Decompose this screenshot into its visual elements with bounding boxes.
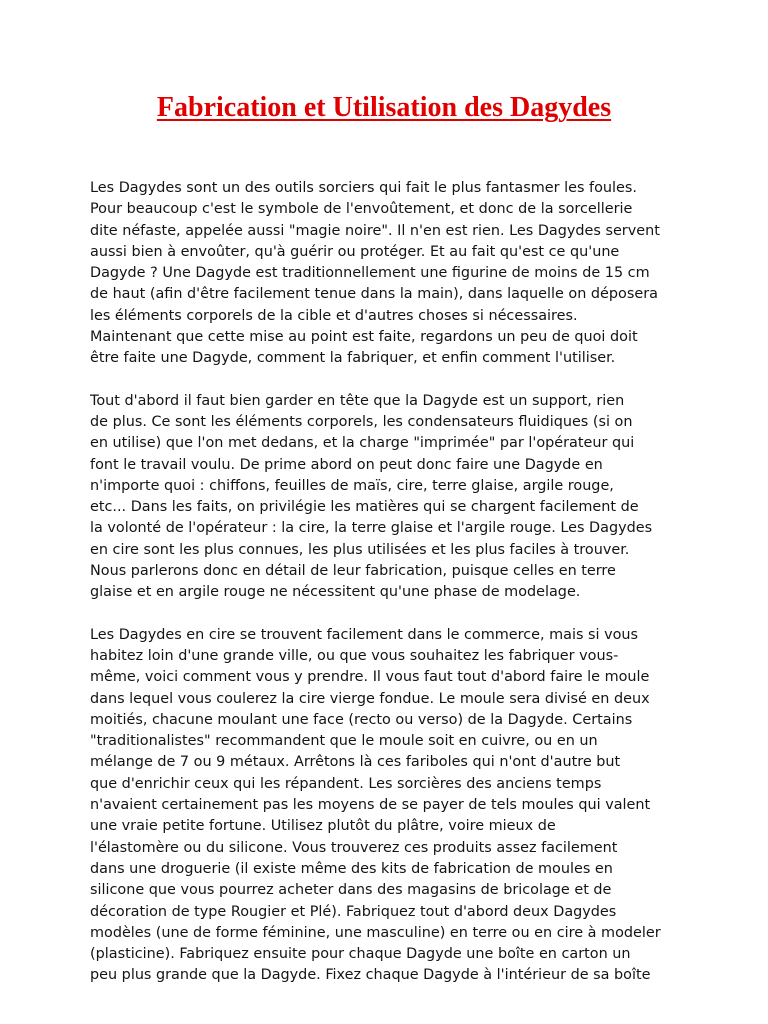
text-line: l'élastomère ou du silicone. Vous trouverez ces produits assez facilement bbox=[90, 839, 618, 856]
page-title: Fabrication et Utilisation des Dagydes bbox=[156, 92, 612, 123]
text-line: habitez loin d'une grande ville, ou que vous souhaitez les fabriquer vous- bbox=[90, 647, 619, 664]
text-line: modèles (une de forme féminine, une masculine) en terre ou en cire à modeler bbox=[90, 924, 661, 941]
text-line: de haut (afin d'être facilement tenue dans la main), dans laquelle on déposera bbox=[90, 286, 658, 303]
text-line: Les Dagydes sont un des outils sorciers qui fait le plus fantasmer les foules. bbox=[90, 180, 637, 196]
body-text bbox=[90, 178, 690, 1008]
text-line: (plasticine). Fabriquez ensuite pour chaque Dagyde une boîte en carton un bbox=[90, 946, 631, 963]
text-line: être faite une Dagyde, comment la fabriquer, et enfin comment l'utiliser. bbox=[90, 350, 616, 367]
text-line: etc... Dans les faits, on privilégie les matières qui se chargent facilement de bbox=[90, 499, 639, 516]
text-line: Maintenant que cette mise au point est faite, regardons un peu de quoi doit bbox=[90, 329, 638, 346]
text-line: en cire sont les plus connues, les plus utilisées et les plus faciles à trouver. bbox=[90, 541, 630, 558]
text-line: décoration de type Rougier et Plé). Fabriquez tout d'abord deux Dagydes bbox=[90, 903, 617, 920]
text-line: une vraie petite fortune. Utilisez plutôt du plâtre, voire mieux de bbox=[90, 818, 556, 835]
text-line: la volonté de l'opérateur : la cire, la terre glaise et l'argile rouge. Les Dagydes bbox=[90, 520, 653, 537]
text-line: dans lequel vous coulerez la cire vierge fondue. Le moule sera divisé en deux bbox=[90, 690, 650, 707]
paragraph-2 bbox=[90, 391, 690, 604]
text-line: de plus. Ce sont les éléments corporels, les condensateurs fluidiques (si on bbox=[90, 413, 633, 430]
text-line: Tout d'abord il faut bien garder en tête que la Dagyde est un support, rien bbox=[90, 392, 625, 409]
paragraph-1 bbox=[90, 178, 690, 370]
text-line: mélange de 7 ou 9 métaux. Arrêtons là ces fariboles qui n'ont d'autre but bbox=[90, 754, 621, 771]
text-line: silicone que vous pourrez acheter dans des magasins de bricolage et de bbox=[90, 882, 612, 899]
text-line: glaise et en argile rouge ne nécessitent qu'une phase de modelage. bbox=[90, 584, 581, 601]
text-line: en utilise) que l'on met dedans, et la charge "imprimée" par l'opérateur qui bbox=[90, 435, 635, 452]
text-line: Dagyde ? Une Dagyde est traditionnellement une figurine de moins de 15 cm bbox=[90, 265, 650, 282]
text-line: que d'enrichir ceux qui les répandent. Les sorcières des anciens temps bbox=[90, 775, 602, 792]
text-line: moitiés, chacune moulant une face (recto ou verso) de la Dagyde. Certains bbox=[90, 711, 633, 728]
paragraph-3 bbox=[90, 625, 690, 987]
text-line: aussi bien à envoûter, qu'à guérir ou protéger. Et au fait qu'est ce qu'une bbox=[90, 243, 620, 260]
text-line: font le travail voulu. De prime abord on peut donc faire une Dagyde en bbox=[90, 456, 603, 473]
text-line: n'avaient certainement pas les moyens de se payer de tels moules qui valent bbox=[90, 797, 651, 814]
text-line: les éléments corporels de la cible et d'autres choses si nécessaires. bbox=[90, 307, 578, 324]
text-line: "traditionalistes" recommandent que le moule soit en cuivre, ou en un bbox=[90, 733, 598, 750]
text-line: dans une droguerie (il existe même des kits de fabrication de moules en bbox=[90, 860, 613, 877]
text-line: peu plus grande que la Dagyde. Fixez chaque Dagyde à l'intérieur de sa boîte bbox=[90, 967, 651, 984]
text-line: même, voici comment vous y prendre. Il vous faut tout d'abord faire le moule bbox=[90, 669, 650, 686]
text-line: dite néfaste, appelée aussi "magie noire". Il n'en est rien. Les Dagydes servent bbox=[90, 222, 660, 239]
text-line: Pour beaucoup c'est le symbole de l'envoûtement, et donc de la sorcellerie bbox=[90, 201, 633, 218]
text-line: Les Dagydes en cire se trouvent facilement dans le commerce, mais si vous bbox=[90, 626, 639, 643]
text-line: n'importe quoi : chiffons, feuilles de maïs, cire, terre glaise, argile rouge, bbox=[90, 477, 614, 494]
text-line: Nous parlerons donc en détail de leur fabrication, puisque celles en terre bbox=[90, 563, 616, 580]
